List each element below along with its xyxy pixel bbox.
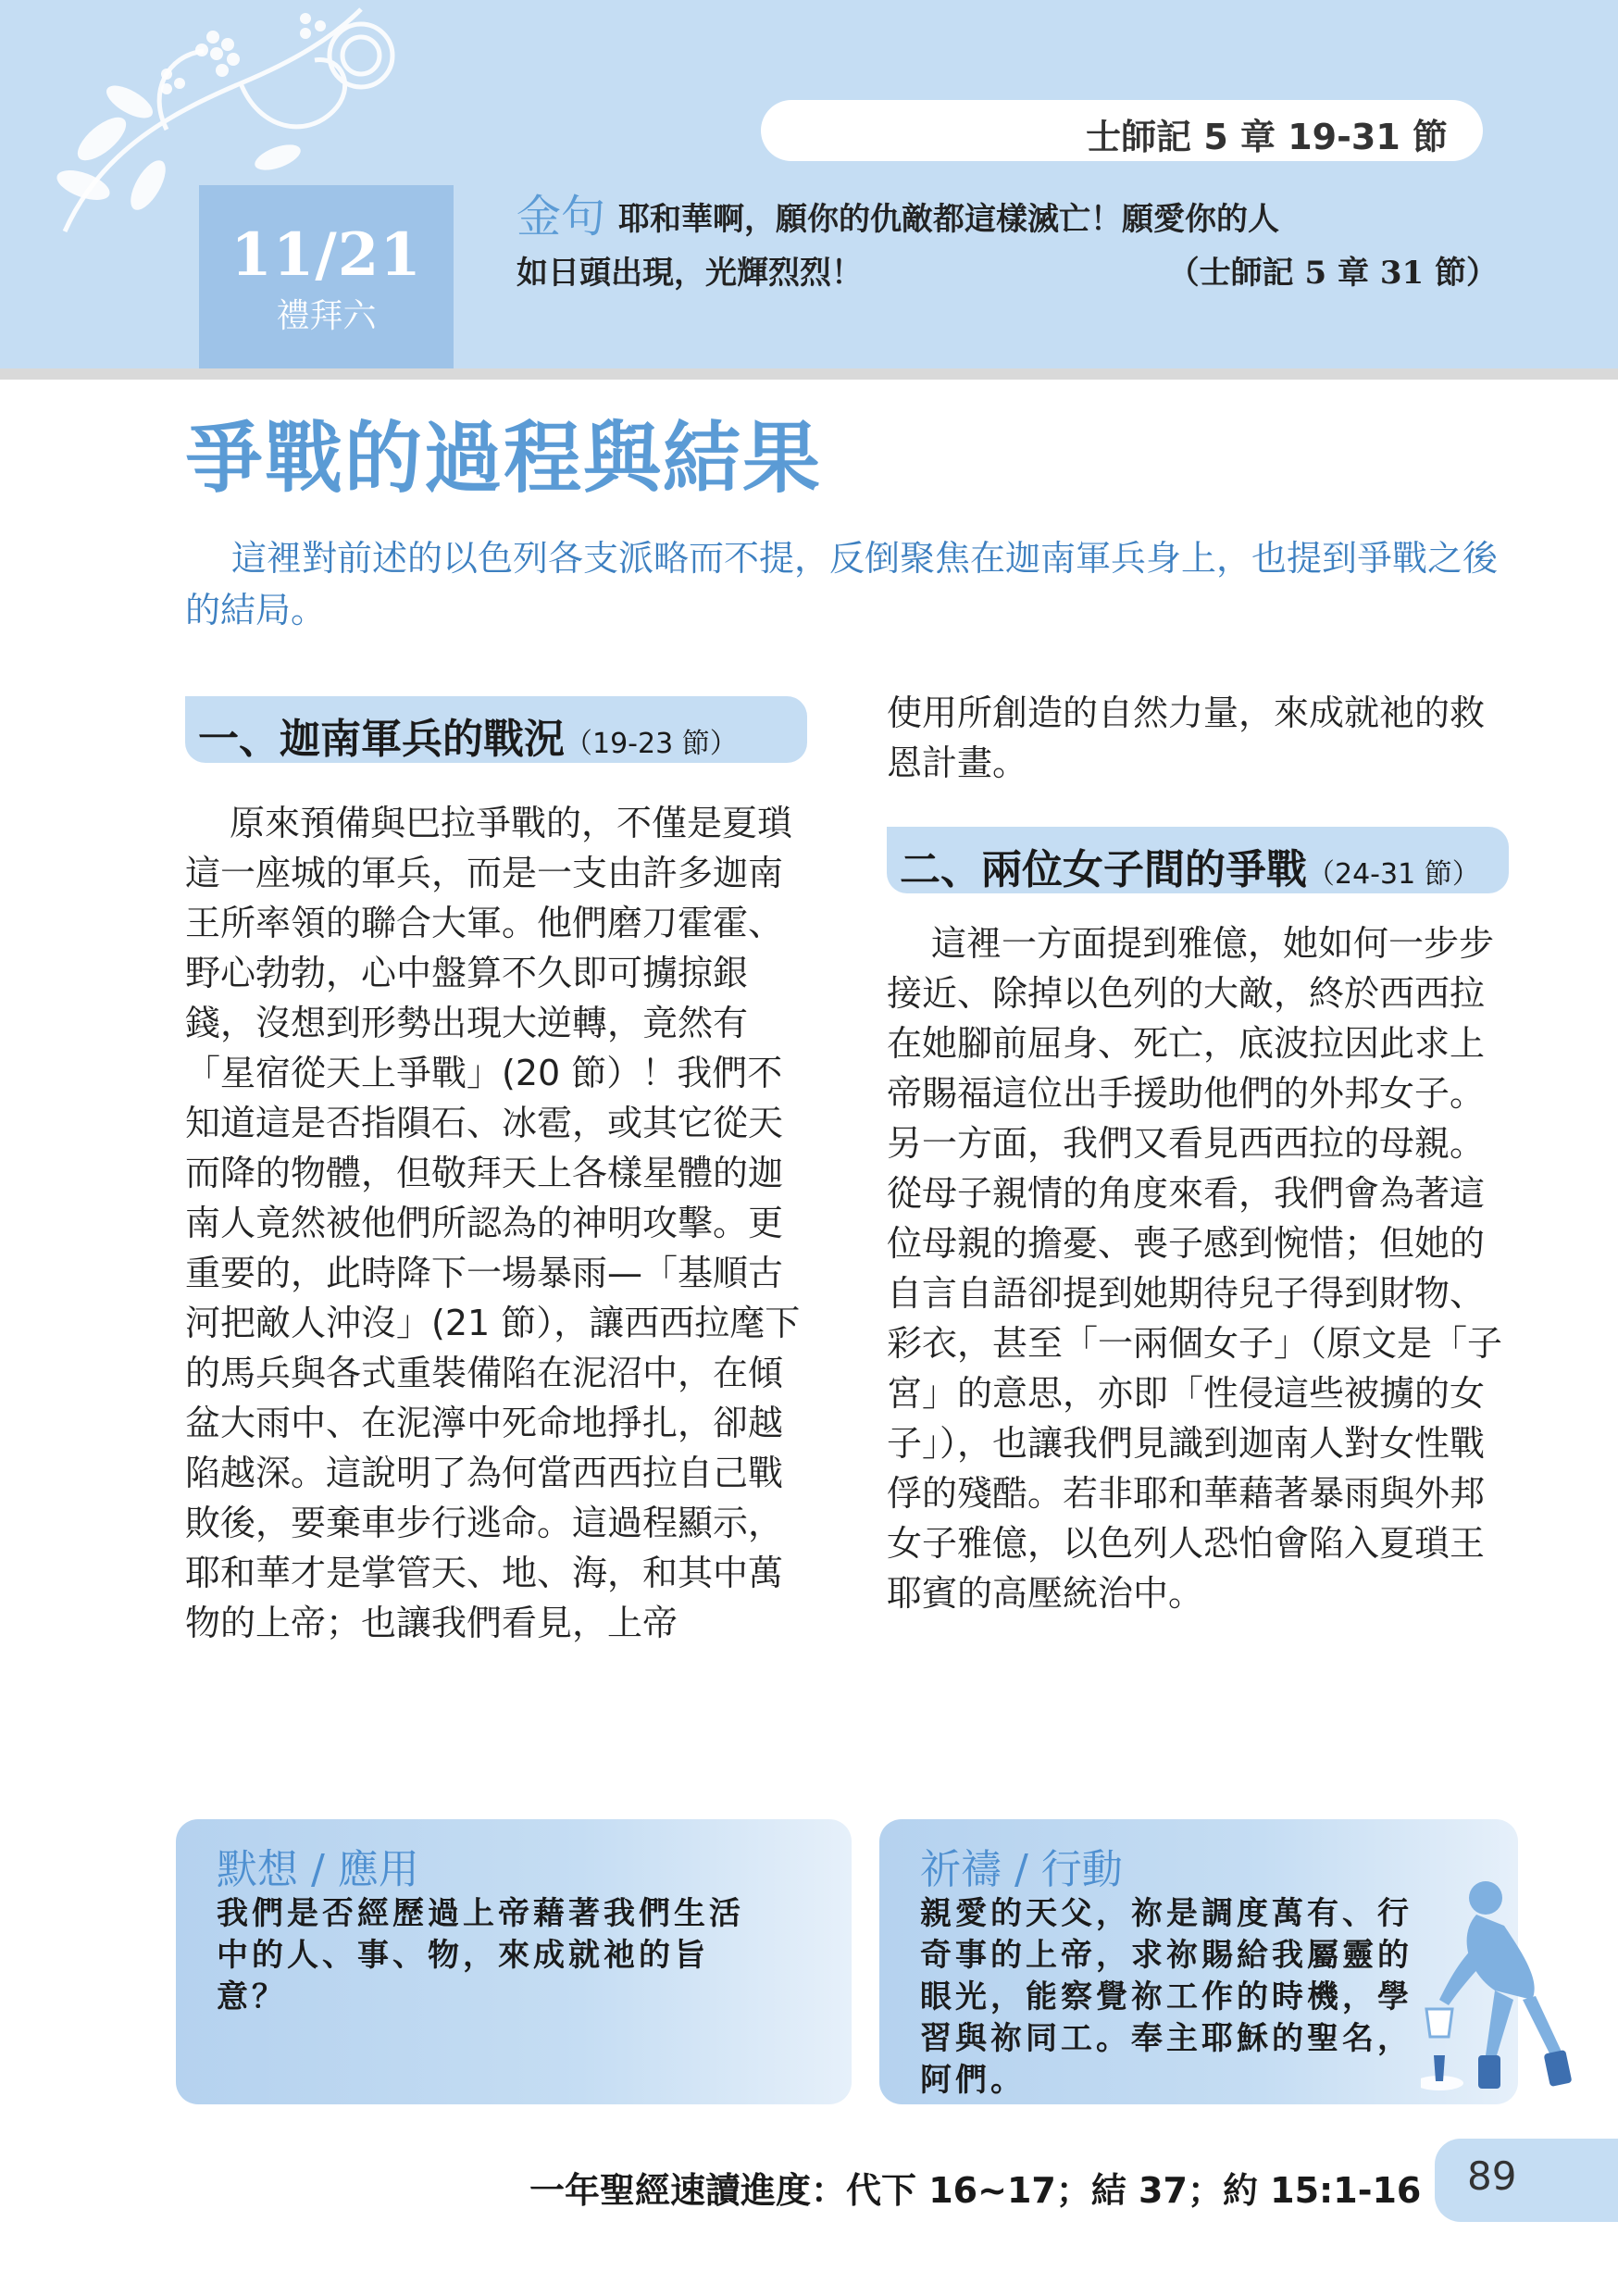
reflection-text: 我們是否經歷過上帝藉著我們生活中的人、事、物，來成就祂的旨意？ xyxy=(217,1895,744,2015)
weekday-text: 禮拜六 xyxy=(276,297,377,335)
section-2-heading-text xyxy=(900,836,1480,895)
verse-reference: （士師記 5 章 31 節） xyxy=(1167,255,1498,292)
section-1-heading xyxy=(185,696,807,763)
intro-paragraph: 這裡對前述的以色列各支派略而不提，反倒聚焦在迦南軍兵身上，也提到爭戰之後的結局。 xyxy=(185,538,1499,630)
scripture-reference: 士師記 5 章 19-31 節 xyxy=(1086,117,1448,157)
page-number-tab xyxy=(1435,2139,1618,2222)
verse-text-1: 耶和華啊，願你的仇敵都這樣滅亡！願愛你的人 xyxy=(618,201,1280,238)
section-1-verses: （19-23 節） xyxy=(565,728,738,760)
section-1-body: 原來預備與巴拉爭戰的，不僅是夏瑣這一座城的軍兵，而是一支由許多迦南王所率領的聯合大軍。他們磨刀霍霍、野心勃勃，心中盤算不久即可擄掠銀錢，沒想到形勢出現大逆轉，竟然有「星宿從天上爭戰」(20 節）！我們不知道這是否指隕石、冰雹，或其它從天而降的物體，但敬拜天上各樣星體的迦南人竟然被他們所認為的神明攻擊。更重要的，此時降下一場暴雨—「基順古河把敵人沖沒」(21 節），讓西西拉麾下的馬兵與各式重裝備陷在泥沼中，在傾盆大雨中、在泥濘中死命地掙扎，卻越陷越深。這說明了為何當西西拉自己戰敗後，要棄車步行逃命。這過程顯示，耶和華才是掌管天、地、海，和其中萬物的上帝；也讓我們看見，上帝 xyxy=(185,803,801,1643)
prayer-text: 親愛的天父，祢是調度萬有、行奇事的上帝，求祢賜給我屬靈的眼光，能察覺祢工作的時機，學習與祢同工。奉主耶穌的聖名，阿們。 xyxy=(920,1895,1413,2099)
verse-line-1 xyxy=(517,190,1498,246)
verse-text-2: 如日頭出現，光輝烈烈！ xyxy=(517,255,863,292)
section-1-continued: 使用所創造的自然力量，來成就祂的救恩計畫。 xyxy=(887,693,1486,783)
header-divider xyxy=(0,368,1618,380)
section-2-body: 這裡一方面提到雅億，她如何一步步接近、除掉以色列的大敵，終於西西拉在她腳前屈身、死亡，底波拉因此求上帝賜福這位出手援助他們的外邦女子。另一方面，我們又看見西西拉的母親。從母子親情的角度來看，我們會為著這位母親的擔憂、喪子感到惋惜；但她的自言自語卻提到她期待兒子得到財物、彩衣，甚至「一兩個女子」（原文是「子宮」的意思，亦即「性侵這些被擄的女子」），也讓我們見識到迦南人對女性戰俘的殘酷。若非耶和華藉著暴雨與外邦女子雅億，以色列人恐怕會陷入夏瑣王耶賓的高壓統治中。 xyxy=(887,923,1503,1614)
section-1-heading-text xyxy=(198,705,738,765)
prayer-heading: 祈禱 / 行動 xyxy=(920,1846,1123,1893)
page-number: 89 xyxy=(1467,2153,1517,2199)
verse-label: 金句 xyxy=(517,191,606,243)
person-watering-icon xyxy=(1421,1870,1606,2102)
reading-plan: 一年聖經速讀進度：代下 16~17；結 37；約 15:1-16 xyxy=(529,2170,1422,2211)
section-2-title: 二、兩位女子間的爭戰 xyxy=(900,846,1307,893)
golden-verse xyxy=(517,190,1498,300)
reflection-box xyxy=(176,1819,852,2104)
section-2-heading xyxy=(887,827,1509,893)
date-badge xyxy=(199,185,454,368)
reflection-heading: 默想 / 應用 xyxy=(217,1846,419,1893)
section-2-verses: （24-31 節） xyxy=(1307,858,1480,891)
date-text: 11/21 xyxy=(230,220,422,290)
verse-line-2 xyxy=(517,246,1498,300)
scripture-reference-pill xyxy=(761,100,1483,161)
page-title: 爭戰的過程與結果 xyxy=(185,412,823,504)
section-1-title: 一、迦南軍兵的戰況 xyxy=(198,716,565,763)
